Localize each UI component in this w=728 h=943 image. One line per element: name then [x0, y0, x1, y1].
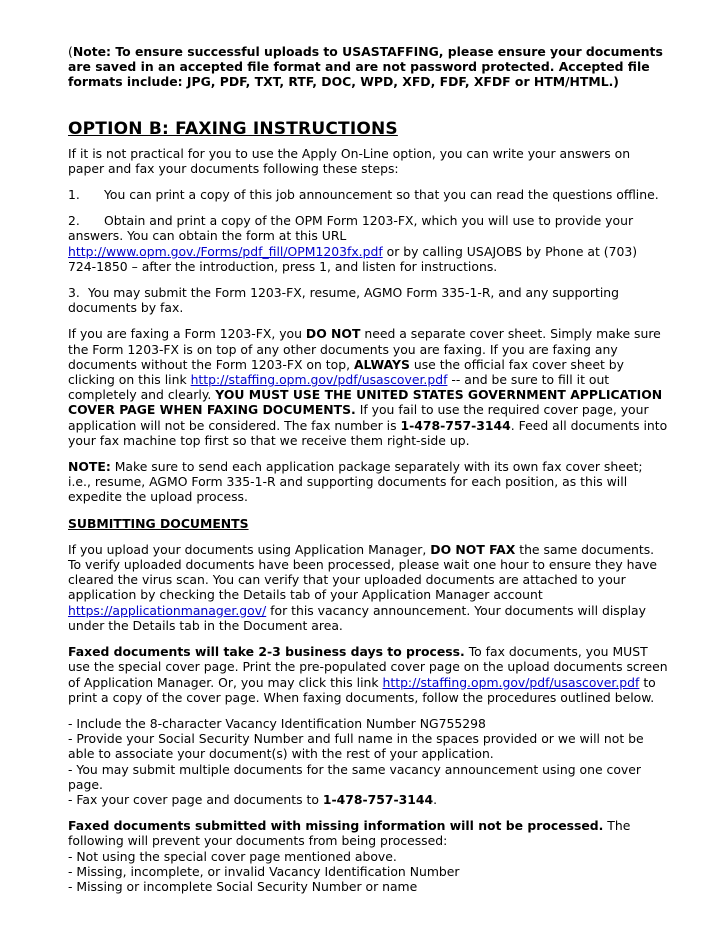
- step-1-text: You can print a copy of this job announcement so that you can read the questions offline.: [104, 187, 659, 203]
- list-item: - Include the 8-character Vacancy Identification Number NG755298: [68, 715, 486, 731]
- cover-text-5: If you fail to use the required cover page, your application will not be considered. The fax number is: [68, 402, 649, 433]
- step-1: [68, 187, 668, 202]
- note-2-paragraph: [68, 459, 668, 505]
- fax-number: 1-478-757-3144: [400, 417, 511, 433]
- upload-paragraph: [68, 542, 668, 633]
- list-item: - Missing or incomplete Social Security Number or name: [68, 878, 418, 894]
- list-item: - Missing, incomplete, or invalid Vacancy Identification Number: [68, 863, 460, 879]
- fax-processing-paragraph: [68, 644, 668, 705]
- missing-info-paragraph: [68, 818, 668, 848]
- note-open-paren: (: [68, 44, 73, 59]
- note-2-text: Make sure to send each application package separately with its own fax cover sheet; i.e., resume, AGMO Form 335-1-R and supporting documents for each position, as this will expedite the upload process.: [68, 459, 643, 505]
- upload-text-3: for this vacancy announcement. Your documents will display under the Details tab in the Document area.: [68, 602, 646, 633]
- upload-bold-do-not-fax: DO NOT FAX: [430, 541, 516, 557]
- option-b-heading: OPTION B: FAXING INSTRUCTIONS: [68, 118, 398, 139]
- note-paragraph: [68, 44, 668, 90]
- step-1-number: 1.: [68, 187, 80, 203]
- list-item: - Not using the special cover page mentioned above.: [68, 848, 397, 864]
- step-3: [68, 285, 668, 315]
- step-2: [68, 213, 668, 274]
- opm-1203fx-link[interactable]: http://www.opm.gov./Forms/pdf_fill/OPM1203fx.pdf: [68, 243, 383, 259]
- fax-processing-text-1: To fax documents, you MUST use the special cover page. Print the pre-populated cover page on the upload documents screen of Application Manager. Or, you may click this link: [68, 644, 668, 690]
- cover-bold-do-not: DO NOT: [305, 326, 361, 342]
- step-2-number: 2.: [68, 213, 80, 229]
- missing-info-bold: Faxed documents submitted with missing information will not be processed.: [68, 818, 604, 834]
- note-text: Note: To ensure successful uploads to USASTAFFING, please ensure your documents are saved in an accepted file format and are not password protected. Accepted file formats include: JPG, PDF, TXT, RTF, DOC, WPD, XFD, FDF, XFDF or HTM/HTML.): [68, 44, 663, 90]
- cover-text-6: . Feed all documents into your fax machine top first so that we receive them right-side up.: [68, 417, 668, 448]
- fax-procedures-list: [68, 716, 668, 807]
- list-item-text: - Fax your cover page and documents to: [68, 791, 323, 807]
- step-2-text-cont: or by calling USAJOBS by Phone at (703) 724-1850 – after the introduction, press 1, and listen for instructions.: [68, 243, 638, 274]
- list-item: [68, 792, 668, 807]
- step-2-text: Obtain and print a copy of the OPM Form 1203-FX, which you will use to provide your answers. You can obtain the form at this URL: [68, 213, 634, 244]
- cover-bold-must-use: YOU MUST USE THE UNITED STATES GOVERNMENT APPLICATION COVER PAGE WHEN FAXING DOCUMENTS.: [68, 387, 663, 418]
- list-item: - Provide your Social Security Number and full name in the spaces provided or we will not be able to associate your document(s) with the rest of your application.: [68, 731, 644, 762]
- option-b-intro: If it is not practical for you to use the Apply On-Line option, you can write your answers on paper and fax your documents following these steps:: [68, 145, 631, 176]
- list-item-end: .: [433, 791, 438, 807]
- usascover-link-2[interactable]: http://staffing.opm.gov/pdf/usascover.pdf: [382, 674, 640, 690]
- list-item: - You may submit multiple documents for the same vacancy announcement using one cover page.: [68, 761, 641, 792]
- application-manager-link[interactable]: https://applicationmanager.gov/: [68, 602, 267, 618]
- cover-sheet-paragraph: [68, 326, 668, 448]
- cover-text-4: -- and be sure to fill it out completely and clearly.: [68, 372, 610, 403]
- cover-bold-always: ALWAYS: [353, 356, 410, 372]
- fax-processing-text-2: to print a copy of the cover page. When faxing documents, follow the procedures outlined below.: [68, 674, 656, 705]
- document-page: [68, 44, 668, 894]
- cover-text-3: use the official fax cover sheet by clicking on this link: [68, 356, 624, 388]
- submitting-heading: SUBMITTING DOCUMENTS: [68, 515, 249, 531]
- fax-number-2: 1-478-757-3144: [322, 791, 434, 807]
- step-3-text: You may submit the Form 1203-FX, resume, AGMO Form 335-1-R, and any supporting documents by fax.: [68, 285, 620, 316]
- step-3-number: 3.: [68, 285, 80, 301]
- missing-info-text: The following will prevent your documents from being processed:: [68, 818, 631, 849]
- cover-text-1: If you are faxing a Form 1203-FX, you: [68, 326, 306, 342]
- upload-text-1: If you upload your documents using Application Manager,: [68, 541, 431, 557]
- upload-text-2: the same documents. To verify uploaded documents have been processed, please wait one hour to ensure they have cleared the virus scan. You can verify that your uploaded documents are attached to your application by checking the Details tab of your Application Manager account: [68, 541, 658, 603]
- usascover-link[interactable]: http://staffing.opm.gov/pdf/usascover.pdf: [190, 372, 448, 388]
- cover-text-2: need a separate cover sheet. Simply make sure the Form 1203-FX is on top of any other documents you are faxing. If you are faxing any documents without the Form 1203-FX on top,: [68, 326, 661, 372]
- fax-processing-bold: Faxed documents will take 2-3 business days to process.: [68, 644, 465, 660]
- note-2-label: NOTE:: [68, 459, 111, 475]
